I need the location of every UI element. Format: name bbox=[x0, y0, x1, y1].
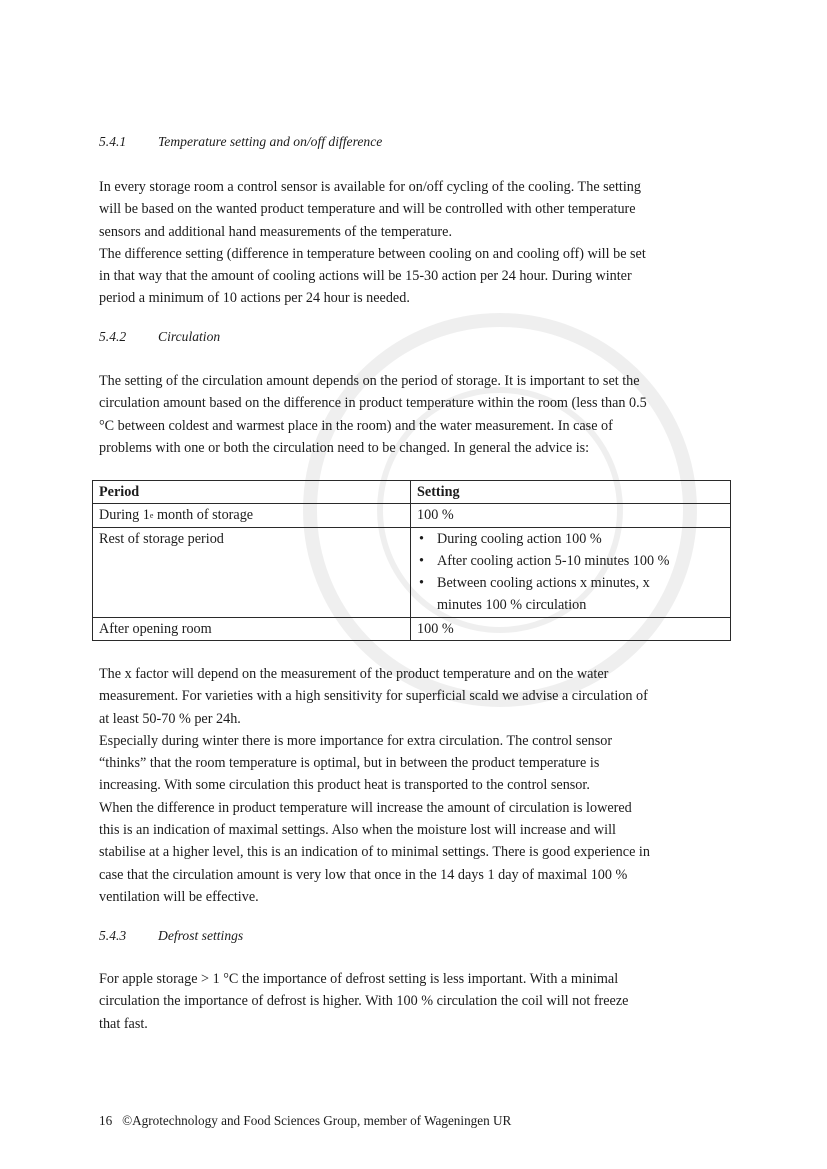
text-line: sensors and additional hand measurements of the temperature. bbox=[99, 223, 452, 240]
section-heading-5-4-3 bbox=[99, 926, 243, 946]
period-text: month of storage bbox=[153, 507, 254, 524]
footer-text: ©Agrotechnology and Food Sciences Group, member of Wageningen UR bbox=[122, 1113, 512, 1128]
circulation-table bbox=[92, 480, 731, 641]
list-item bbox=[419, 550, 724, 572]
text-line: The setting of the circulation amount depends on the period of storage. It is important to set the bbox=[99, 373, 640, 389]
table-row bbox=[93, 504, 731, 527]
list-item bbox=[419, 528, 724, 550]
column-header-setting: Setting bbox=[411, 481, 731, 504]
section-number: 5.4.1 bbox=[99, 134, 127, 149]
section-heading-5-4-2 bbox=[99, 327, 220, 347]
text-line: Especially during winter there is more importance for extra circulation. The control sensor bbox=[99, 732, 613, 749]
text-line: circulation the importance of defrost is higher. With 100 % circulation the coil will not freeze bbox=[99, 993, 629, 1010]
text-line: For apple storage > 1 °C the importance of defrost setting is less important. With a minimal bbox=[99, 971, 619, 987]
section-number: 5.4.2 bbox=[99, 329, 127, 344]
bullet-icon: • bbox=[419, 530, 424, 547]
section-number: 5.4.3 bbox=[99, 928, 127, 943]
text-line: ventilation will be effective. bbox=[99, 888, 259, 905]
text-line: period a minimum of 10 actions per 24 hour is needed. bbox=[99, 290, 410, 307]
text-line: circulation amount based on the difference in product temperature within the room (less than 0.5 bbox=[99, 395, 647, 412]
column-header-period: Period bbox=[93, 481, 411, 504]
text-line: stabilise at a higher level, this is an indication of to minimal settings. There is good experience in bbox=[99, 844, 650, 861]
section-heading-5-4-1 bbox=[99, 132, 382, 152]
list-item bbox=[419, 572, 724, 617]
setting-bullet-list bbox=[417, 528, 724, 617]
paragraph-circulation-intro bbox=[99, 370, 731, 459]
text-line: When the difference in product temperature will increase the amount of circulation is lowered bbox=[99, 799, 632, 816]
table-row bbox=[93, 527, 731, 617]
text-line: this is an indication of maximal settings. Also when the moisture lost will increase and will bbox=[99, 822, 616, 839]
paragraph-defrost bbox=[99, 968, 731, 1035]
period-cell: After opening room bbox=[93, 617, 411, 640]
text-line: that fast. bbox=[99, 1015, 148, 1032]
section-title: Circulation bbox=[158, 329, 221, 344]
page-footer bbox=[99, 1113, 511, 1129]
text-line: The x factor will depend on the measurement of the product temperature and on the water bbox=[99, 666, 609, 682]
bullet-text: Between cooling actions x minutes, x bbox=[437, 575, 650, 592]
text-line: problems with one or both the circulation need to be changed. In general the advice is: bbox=[99, 439, 590, 456]
page-number: 16 bbox=[99, 1113, 113, 1128]
table-header-row bbox=[93, 481, 731, 504]
text-line: in that way that the amount of cooling actions will be 15-30 action per 24 hour. During winter bbox=[99, 268, 632, 285]
setting-cell bbox=[411, 527, 731, 617]
text-line: at least 50-70 % per 24h. bbox=[99, 710, 241, 727]
ordinal-suffix: e bbox=[149, 511, 154, 521]
setting-cell: 100 % bbox=[411, 617, 731, 640]
period-cell bbox=[93, 504, 411, 527]
bullet-icon: • bbox=[419, 575, 424, 592]
section-title: Defrost settings bbox=[158, 928, 244, 943]
setting-cell: 100 % bbox=[411, 504, 731, 527]
bullet-icon: • bbox=[419, 552, 424, 569]
bullet-text: During cooling action 100 % bbox=[437, 530, 602, 547]
section-title: Temperature setting and on/off difference bbox=[158, 134, 383, 149]
period-cell: Rest of storage period bbox=[93, 527, 411, 617]
text-line: In every storage room a control sensor is available for on/off cycling of the cooling. The setting bbox=[99, 179, 641, 195]
period-text: During 1 bbox=[99, 507, 150, 524]
text-line: measurement. For varieties with a high sensitivity for superficial scald we advise a circulation of bbox=[99, 688, 648, 705]
text-line: will be based on the wanted product temperature and will be controlled with other temperature bbox=[99, 201, 636, 218]
paragraph-temperature-setting bbox=[99, 176, 731, 310]
text-line: “thinks” that the room temperature is optimal, but in between the product temperature is bbox=[99, 755, 600, 772]
text-line: °C between coldest and warmest place in the room) and the water measurement. In case of bbox=[99, 417, 613, 434]
table-row bbox=[93, 617, 731, 640]
bullet-text-continuation: minutes 100 % circulation bbox=[437, 597, 587, 614]
text-line: The difference setting (difference in temperature between cooling on and cooling off) will be set bbox=[99, 245, 646, 262]
bullet-text: After cooling action 5-10 minutes 100 % bbox=[437, 552, 670, 569]
text-line: increasing. With some circulation this product heat is transported to the control sensor. bbox=[99, 777, 590, 794]
paragraph-circulation-details bbox=[99, 663, 731, 908]
text-line: case that the circulation amount is very low that once in the 14 days 1 day of maximal 100 % bbox=[99, 866, 628, 883]
